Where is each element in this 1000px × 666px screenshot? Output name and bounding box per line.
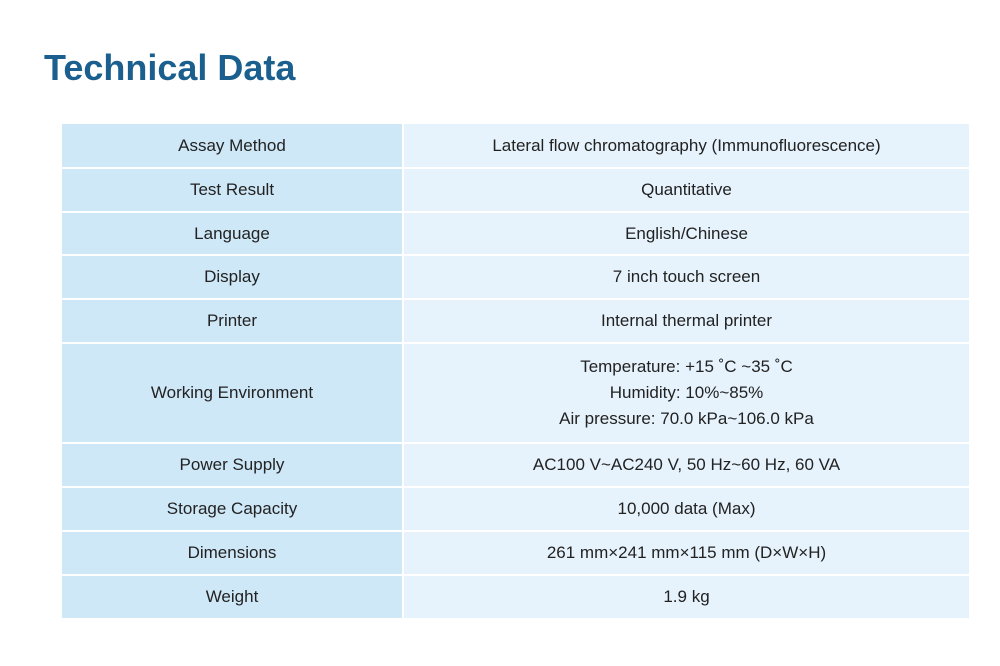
row-value: Lateral flow chromatography (Immunofluorescence)	[403, 124, 969, 168]
row-value	[403, 343, 969, 443]
row-value: English/Chinese	[403, 212, 969, 255]
row-label: Power Supply	[62, 443, 403, 487]
humidity-line: Humidity: 10%~85%	[609, 383, 764, 402]
table-row-dimensions	[62, 531, 969, 575]
table-row-power-supply	[62, 443, 969, 487]
row-label: Dimensions	[62, 531, 403, 575]
row-value: AC100 V~AC240 V, 50 Hz~60 Hz, 60 VA	[403, 443, 969, 487]
page-title: Technical Data	[44, 47, 296, 88]
table-row-storage-capacity	[62, 487, 969, 531]
table-row-language	[62, 212, 969, 255]
row-value: Quantitative	[403, 168, 969, 212]
row-label: Test Result	[62, 168, 403, 212]
row-label: Working Environment	[62, 343, 403, 443]
row-label: Weight	[62, 575, 403, 619]
row-value: 7 inch touch screen	[403, 255, 969, 299]
table-row-test-result	[62, 168, 969, 212]
row-label: Language	[62, 212, 403, 255]
temperature-line: Temperature: +15 ˚C ~35 ˚C	[580, 357, 793, 376]
row-label: Display	[62, 255, 403, 299]
table-row-printer	[62, 299, 969, 343]
table-row-weight	[62, 575, 969, 619]
row-value: 1.9 kg	[403, 575, 969, 619]
table-row-working-environment	[62, 343, 969, 443]
table-row-assay-method	[62, 124, 969, 168]
row-value: 10,000 data (Max)	[403, 487, 969, 531]
row-label: Assay Method	[62, 124, 403, 168]
row-label: Storage Capacity	[62, 487, 403, 531]
row-value: Internal thermal printer	[403, 299, 969, 343]
table-row-display	[62, 255, 969, 299]
technical-data-table	[62, 124, 969, 620]
row-value: 261 mm×241 mm×115 mm (D×W×H)	[403, 531, 969, 575]
row-label: Printer	[62, 299, 403, 343]
air-pressure-line: Air pressure: 70.0 kPa~106.0 kPa	[559, 409, 814, 428]
